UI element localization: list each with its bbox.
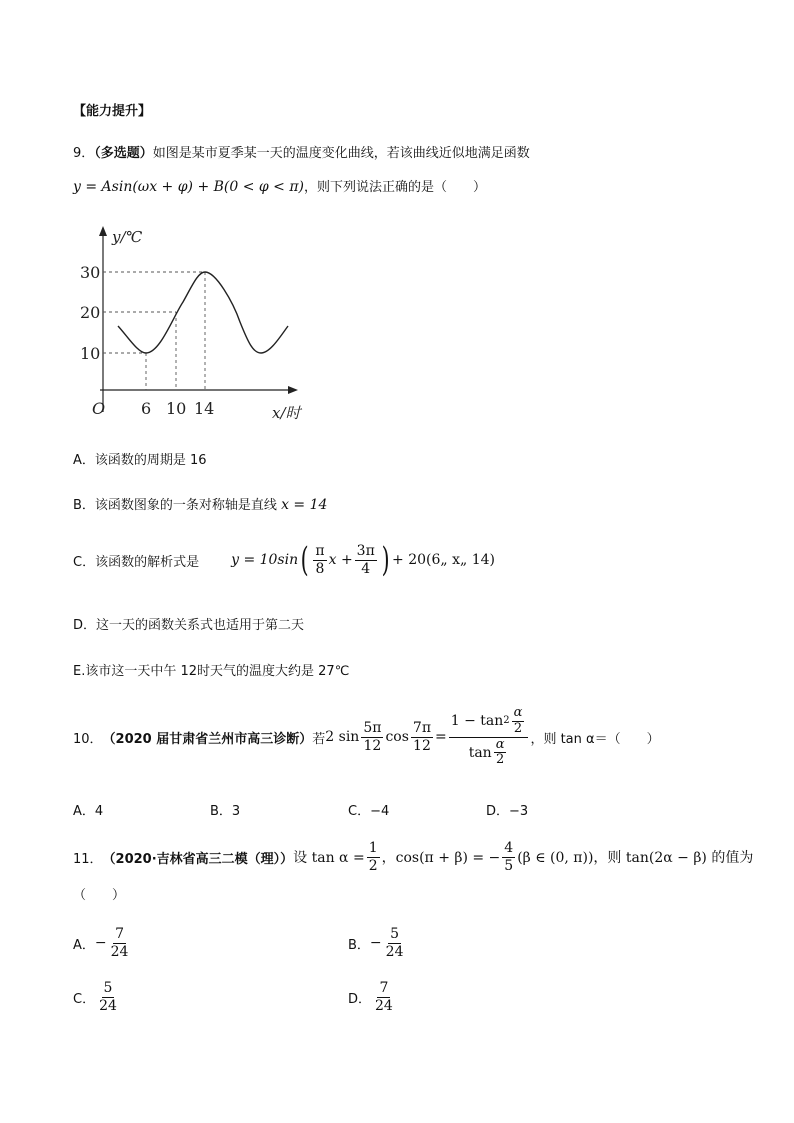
y-tick-20: 20	[80, 303, 101, 322]
q10-tag: （2020 届甘肃省兰州市高三诊断）	[102, 731, 313, 747]
q9-option-c	[73, 540, 495, 580]
q9-option-a: A．该函数的周期是 16	[73, 453, 207, 468]
x-axis-arrow	[288, 386, 298, 394]
open-paren: (	[300, 540, 309, 580]
q9-option-b-text: B．该函数图象的一条对称轴是直线	[73, 498, 277, 513]
q11-number: 11．	[73, 851, 103, 867]
q9-stem-line	[73, 142, 530, 161]
q9-option-c-x: x +	[328, 552, 353, 568]
q10-eq: =	[435, 729, 447, 745]
q10-prefix: 若	[312, 731, 326, 747]
q9-formula-line	[73, 176, 486, 195]
q11-text1: 设 tan α =	[293, 850, 365, 866]
frac-5pi-12: $\frac{5\pi}{12}$	[363, 720, 382, 754]
q11-option-c: C． $\frac{5}{24}$	[73, 980, 117, 1014]
q9-option-b	[73, 494, 327, 513]
q11-option-d: D． $\frac{7}{24}$	[348, 980, 393, 1014]
temperature-curve	[118, 272, 288, 353]
frac-pi-8: $\frac{\pi}{8}$	[315, 543, 325, 577]
q10-option-a: A．4	[73, 804, 104, 819]
frac-3pi-4: $\frac{3\pi}{4}$	[356, 543, 375, 577]
q9-option-c-tail: + 20(6„ x„ 14)	[392, 552, 495, 568]
q9-option-c-text: C．该函数的解析式是	[73, 554, 200, 570]
q9-option-c-y: y = 10sin	[231, 552, 299, 568]
q10-coef: 2 sin	[325, 729, 360, 745]
q11-paren: （ ）	[73, 888, 126, 903]
y-axis-label: y/℃	[112, 228, 143, 246]
q9-number: 9．	[73, 146, 95, 161]
y-tick-30: 30	[80, 263, 101, 282]
q11-stem	[73, 836, 753, 878]
origin-label: O	[92, 399, 106, 418]
x-tick-14: 14	[194, 399, 215, 418]
q11-text2: ，cos(π + β) = −	[381, 850, 501, 866]
frac-7pi-12: $\frac{7\pi}{12}$	[412, 720, 432, 754]
q10-stem	[73, 700, 660, 774]
q10-tail: ，则 tan α＝（ ）	[530, 731, 660, 747]
q11-option-b: B． − $\frac{5}{24}$	[348, 926, 404, 960]
q10-cos: cos	[385, 729, 409, 745]
q10-option-c: C．−4	[348, 804, 390, 819]
q9-formula: y = Asin(ωx + φ) + B(0 < φ < π)	[73, 179, 305, 195]
x-tick-6: 6	[141, 399, 152, 418]
q9-tag: （多选题）	[94, 146, 153, 161]
x-tick-10: 10	[166, 399, 187, 418]
frac-1-2: $\frac{1}{2}$	[368, 840, 378, 874]
frac-4-5: $\frac{4}{5}$	[504, 840, 514, 874]
q9-stem: 如图是某市夏季某一天的温度变化曲线，若该曲线近似地满足函数	[152, 146, 530, 161]
q9-option-b-math: x = 14	[281, 497, 328, 513]
temperature-curve-figure	[80, 222, 318, 428]
q11-text3: (β ∈ (0, π))，则 tan(2α − β) 的值为	[517, 850, 754, 866]
y-tick-10: 10	[80, 344, 101, 363]
section-header: 【能力提升】	[73, 104, 152, 119]
x-axis-label: x/时	[272, 404, 301, 422]
q11-option-a: A． − $\frac{7}{24}$	[73, 926, 129, 960]
q10-option-d: D．−3	[486, 804, 529, 819]
q10-number: 10．	[73, 731, 103, 747]
q9-option-e: E.该市这一天中午 12时天气的温度大约是 27℃	[73, 664, 350, 679]
q10-option-b: B．3	[210, 804, 241, 819]
y-axis-arrow	[99, 226, 107, 236]
close-paren: )	[381, 540, 390, 580]
q9-stem-tail: ，则下列说法正确的是（ ）	[304, 180, 487, 195]
q10-big-fraction: 1 − tan 2 $\frac{\alpha}{2}$ tan $\frac{\alpha}{2}$	[449, 706, 529, 769]
q11-tag: （2020·吉林省高三二模（理））	[102, 851, 294, 867]
q9-option-d: D．这一天的函数关系式也适用于第二天	[73, 618, 305, 633]
